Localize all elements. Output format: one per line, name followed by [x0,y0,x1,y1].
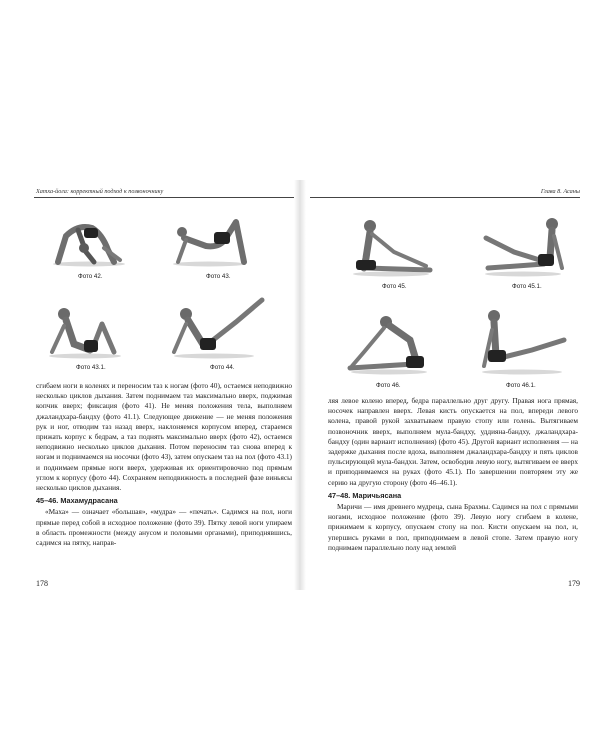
yoga-photo-46-1 [474,300,570,376]
caption-photo-44: Фото 44. [210,364,235,371]
caption-photo-43: Фото 43. [206,273,231,280]
yoga-photo-44 [164,292,268,360]
caption-photo-45-1: Фото 45.1. [512,283,542,290]
yoga-photo-45-1 [478,208,568,278]
paragraph: Маричи — имя древнего мудреца, сына Брахмы. Садимся на пол с прямыми ногами, исходное положение (фото 39). Левую ногу сгибаем в колене, прижимаем к корпусу, опускаем стопу на пол. Кисти опускаем на пол, и, упершись руками в пол, приподнимаем в левой стопе. Затем правую ногу поднимаем параллельно полу над землей [328,502,578,552]
right-body-text [328,396,578,553]
caption-photo-45: Фото 45. [382,283,407,290]
running-head-right: Глава 8. Асаны [540,188,580,195]
yoga-photo-43 [164,208,254,268]
caption-photo-43-1: Фото 43.1. [76,364,106,371]
running-head-left: Хатха-йога: корректный подход к позвоночнику [36,188,164,195]
section-heading-47-48: 47–48. Маричьясана [328,490,402,500]
yoga-photo-42 [44,208,134,268]
yoga-photo-43-1 [40,296,130,360]
caption-photo-46: Фото 46. [376,382,401,389]
page-number-left: 178 [36,579,48,588]
caption-photo-46-1: Фото 46.1. [506,382,536,389]
header-rule-right [310,197,580,198]
section-heading-45-46: 45–46. Махамудрасана [36,496,118,506]
paragraph: ляя левое колено вперед, бедра параллельно друг другу. Правая нога прямая, носочек направлен вверх. Левая кисть опускается на пол, впереди левого колена, правой рукой захватываем правую стопу или голень. Вытягиваем позвоночник вверх, выполняем мула-бандху, уддияна-бандху, джаландхара-бандху (один вариант исполнения) (фото 45). Другой вариант исполнения — на задержке дыхания после вдоха, выполняем джаландхара-бандху и пять циклов пульсирующей мула-бандхи. Затем, освободив левую ногу, вытягиваем ее вверх и приподнимаемся на руках (фото 45.1). По завершении повторяем эту же серию на другую сторону (фото 46–46.1). [328,396,578,487]
left-body-text [36,381,292,548]
yoga-photo-46 [344,300,434,376]
caption-photo-42: Фото 42. [78,273,103,280]
yoga-photo-45 [346,208,436,278]
paragraph: сгибаем ноги в коленях и переносим таз к ногам (фото 40), остаемся неподвижно несколько циклов дыхания. Затем поднимаем таз максимально вверх, поджимая копчик вверх; фиксация (фото 41). Не меняя положения тела, выполняем джаландхара-бандху (фото 41.1). Следующее движение — не меняя положения рук и ног, отводим таз назад вверх, наклоняемся корпусом вперед, стараемся прижать корпус к бедрам, а таз поднять максимально вверх (фото 42), остаемся неподвижно несколько циклов дыхания. Потом переносим таз снова вперед к ногам и поднимаемся на носочки (фото 43), затем опускаем таз на пол (фото 43.1) и поднимаем прямые ноги вверх, удерживая их ориентировочно под прямым углом к корпусу (фото 44). Сохраняем неподвижность в последней фазе виньясы несколько циклов дыхания. [36,381,292,493]
header-rule-left [34,197,294,198]
paragraph: «Маха» — означает «большая», «мудра» — «печать». Садимся на пол, ноги прямые перед собой в исходное положение (фото 39). Пятку левой ноги упираем в область промежности (между анусом и половыми органами), приподнявшись, садимся на пятку, направ- [36,507,292,548]
page-number-right: 179 [568,579,580,588]
right-page [300,0,600,750]
